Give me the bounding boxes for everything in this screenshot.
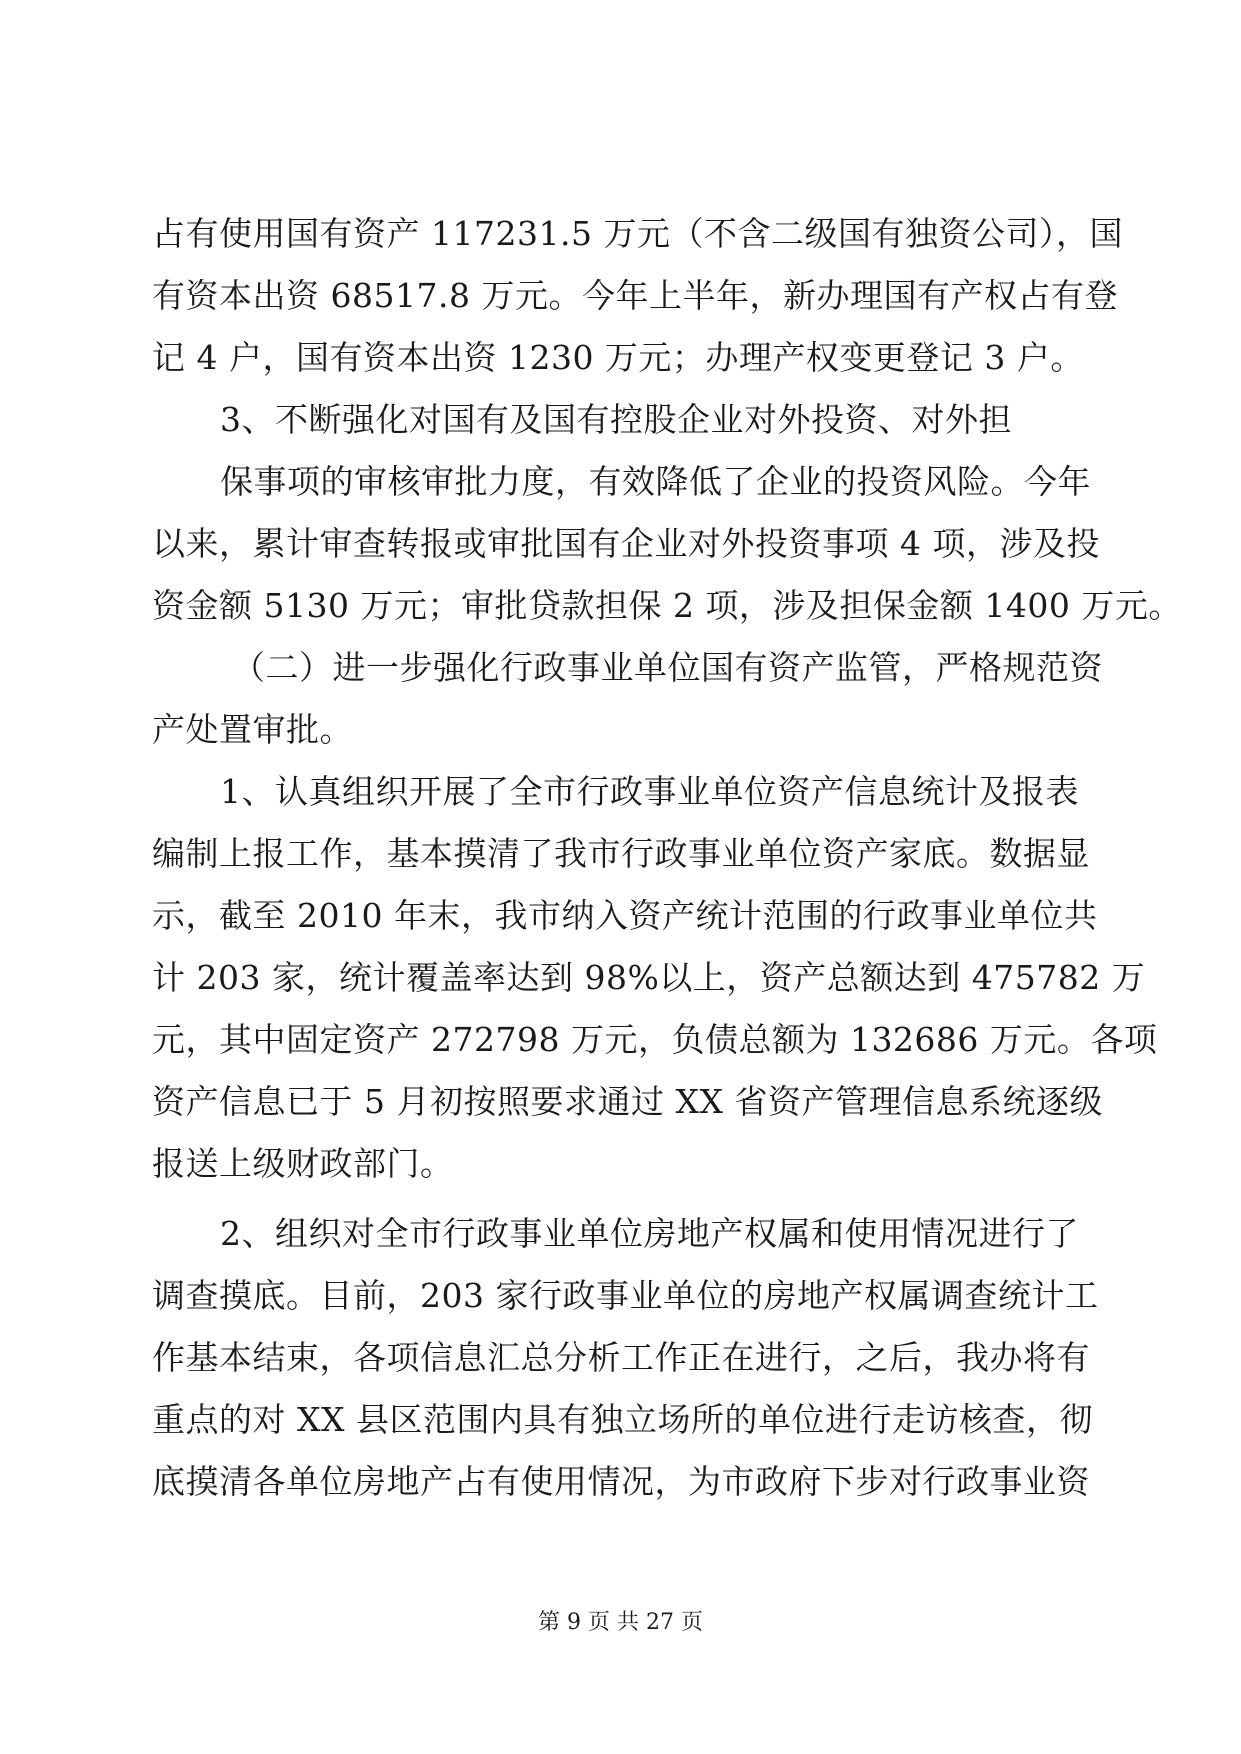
text-line: 有资本出资 68517.8 万元。今年上半年，新办理国有产权占有登	[152, 276, 1118, 315]
text-line: 以来，累计审查转报或审批国有企业对外投资事项 4 项，涉及投	[152, 524, 1100, 563]
text-line: 资金额 5130 万元；审批贷款担保 2 项，涉及担保金额 1400 万元。	[152, 586, 1182, 625]
text-line: 3、不断强化对国有及国有控股企业对外投资、对外担	[220, 400, 1012, 439]
text-line: 记 4 户，国有资本出资 1230 万元；办理产权变更登记 3 户。	[152, 338, 1084, 377]
text-line: 资产信息已于 5 月初按照要求通过 XX 省资产管理信息系统逐级	[152, 1082, 1103, 1121]
page-footer: 第 9 页 共 27 页	[538, 1610, 703, 1635]
text-line: 报送上级财政部门。	[152, 1144, 454, 1183]
text-line: 2、组织对全市行政事业单位房地产权属和使用情况进行了	[220, 1214, 1079, 1253]
text-line: 调查摸底。目前，203 家行政事业单位的房地产权属调查统计工	[152, 1276, 1099, 1315]
text-line: 编制上报工作，基本摸清了我市行政事业单位资产家底。数据显	[152, 834, 1090, 873]
text-line: 1、认真组织开展了全市行政事业单位资产信息统计及报表	[220, 772, 1079, 811]
text-line: 重点的对 XX 县区范围内具有独立场所的单位进行走访核查，彻	[152, 1400, 1093, 1439]
text-line: 计 203 家，统计覆盖率达到 98%以上，资产总额达到 475782 万	[152, 958, 1146, 997]
text-line: 产处置审批。	[152, 710, 353, 749]
text-line: 示，截至 2010 年末，我市纳入资产统计范围的行政事业单位共	[152, 896, 1098, 935]
text-line: 占有使用国有资产 117231.5 万元（不含二级国有独资公司），国	[152, 214, 1123, 253]
text-line: 底摸清各单位房地产占有使用情况，为市政府下步对行政事业资	[152, 1462, 1090, 1501]
text-line: 作基本结束，各项信息汇总分析工作正在进行，之后，我办将有	[152, 1338, 1090, 1377]
text-line: 元，其中固定资产 272798 万元，负债总额为 132686 万元。各项	[152, 1020, 1158, 1059]
text-line: 保事项的审核审批力度，有效降低了企业的投资风险。今年	[220, 462, 1091, 501]
section-heading: （二）进一步强化行政事业单位国有资产监管，严格规范资	[232, 648, 1103, 687]
